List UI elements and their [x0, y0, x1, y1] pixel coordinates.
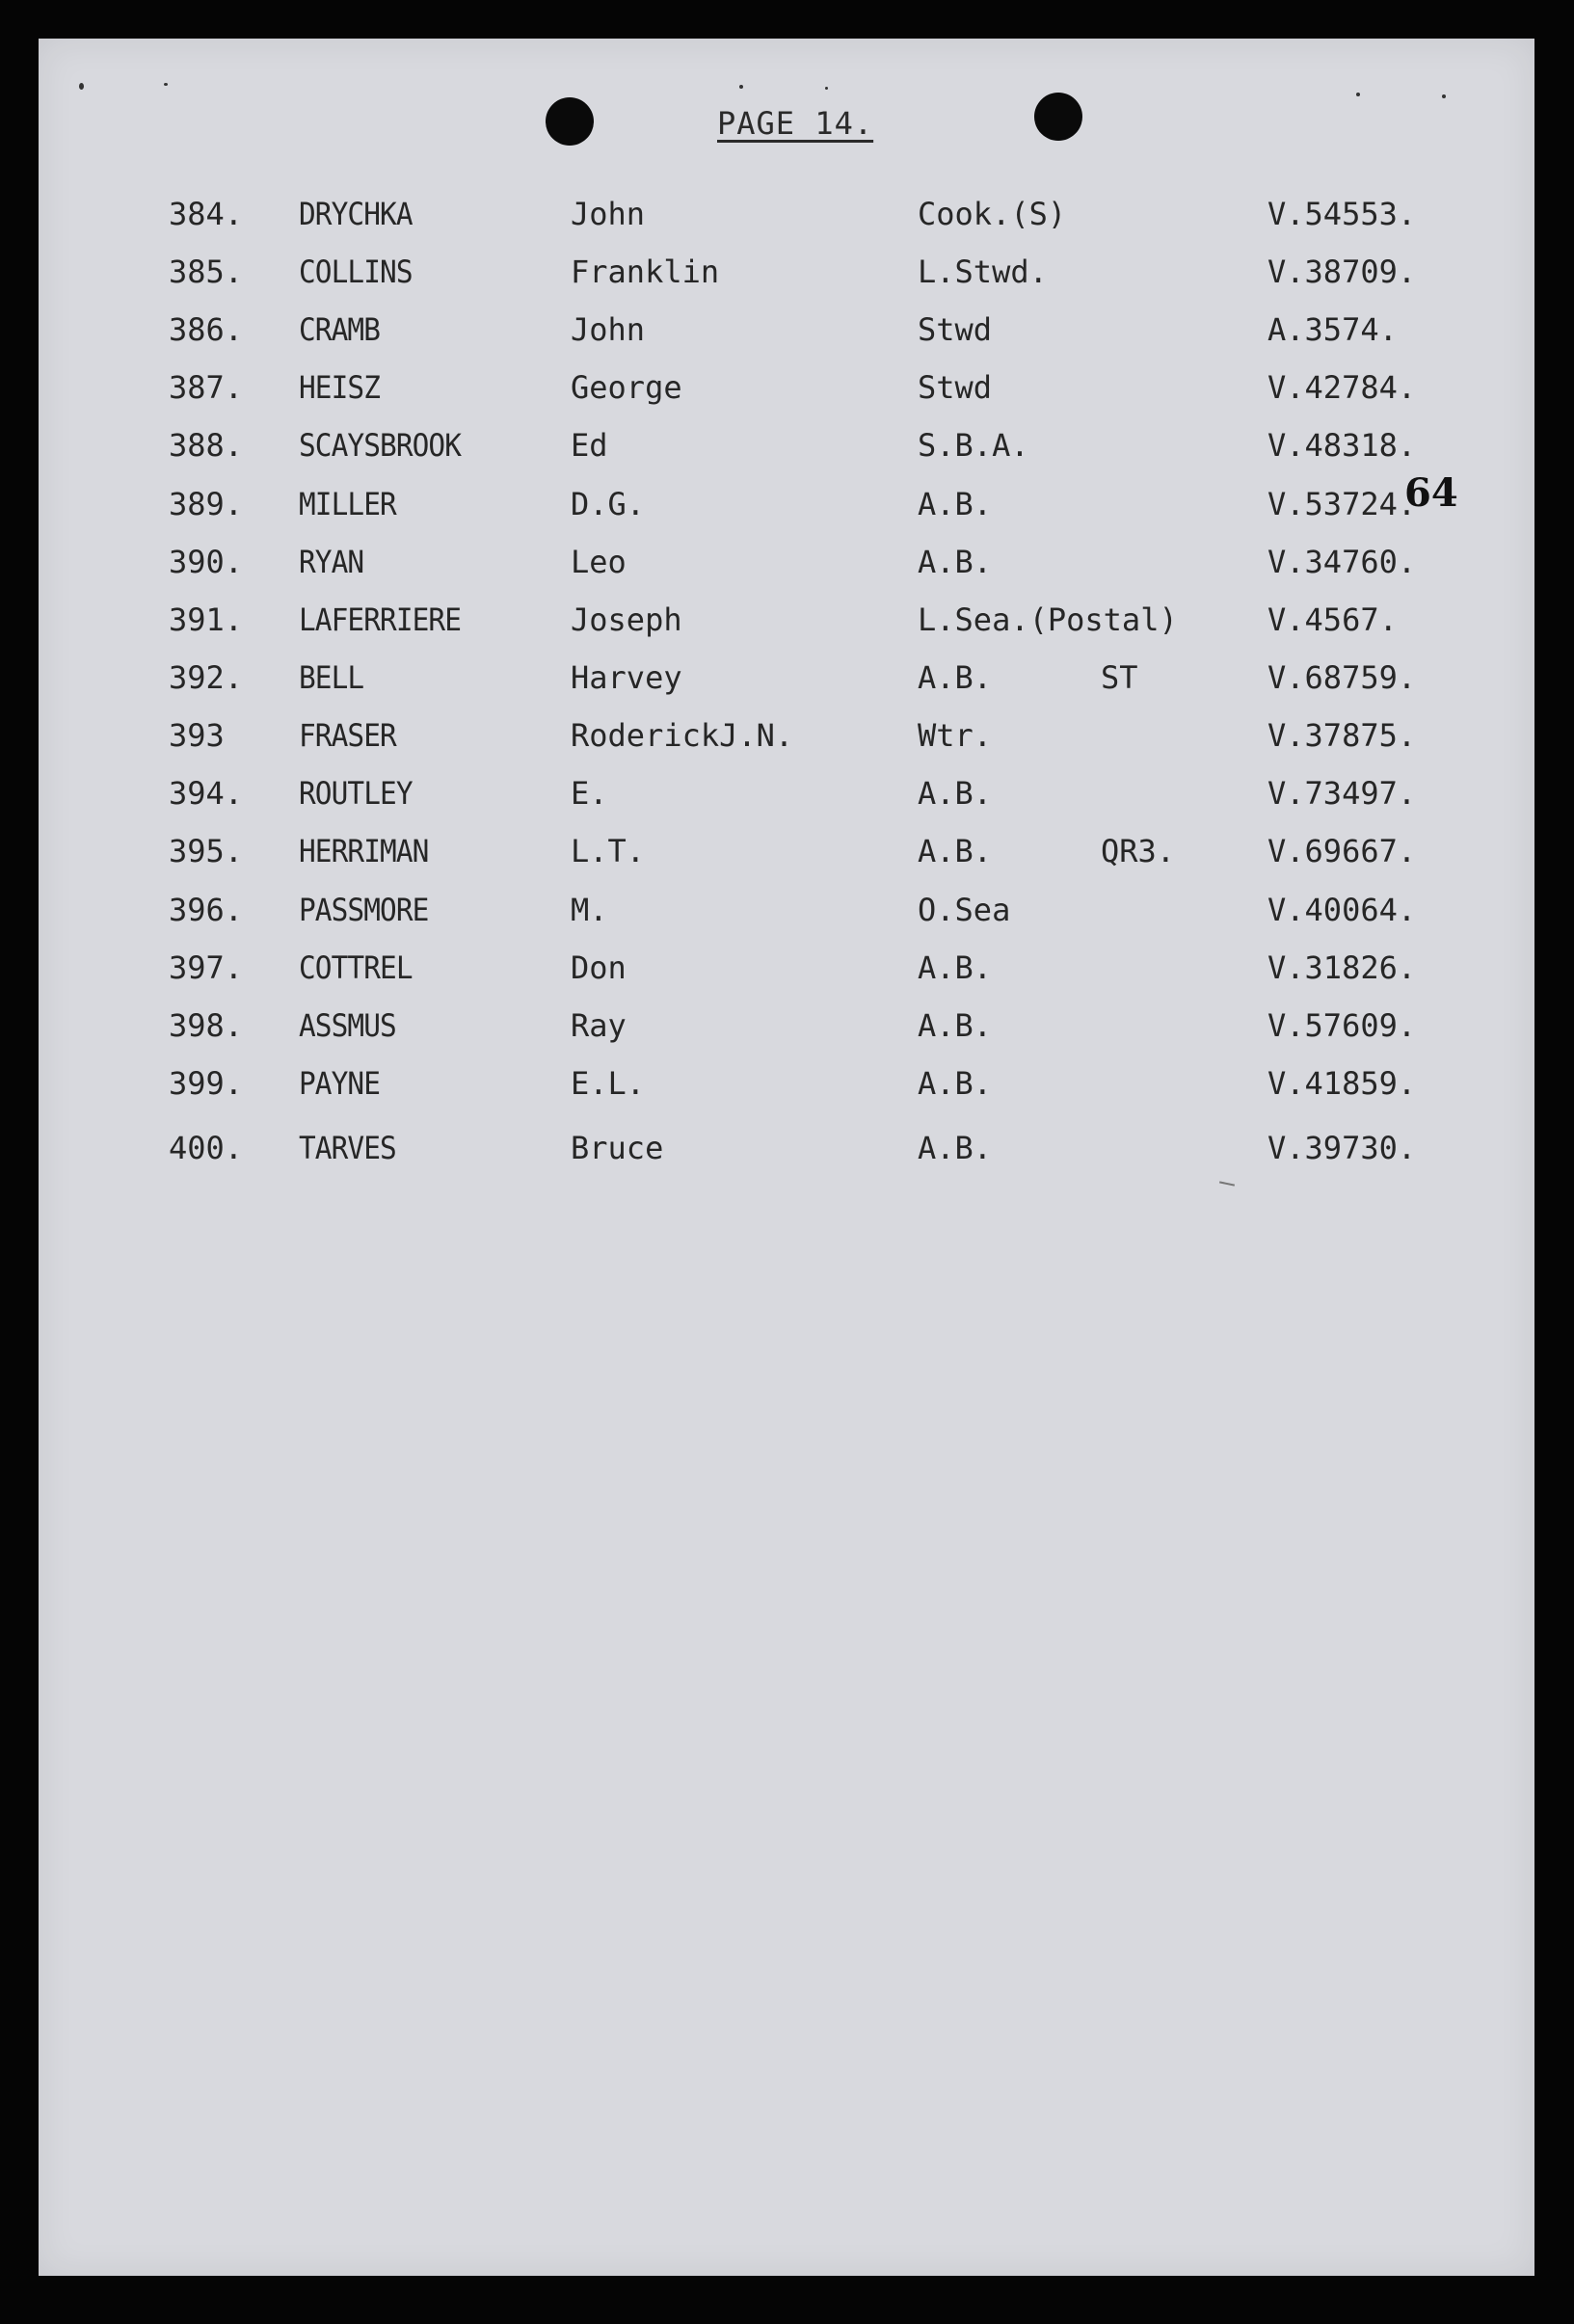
surname: HERRIMAN — [299, 833, 429, 869]
official-number: V.54553. — [1267, 196, 1417, 232]
entry-number: 397. — [169, 949, 244, 986]
surname: ROUTLEY — [299, 775, 413, 812]
entry-number: 394. — [169, 775, 244, 812]
table-row — [0, 311, 1574, 354]
surname: COTTREL — [299, 949, 413, 986]
official-number: V.39730. — [1267, 1130, 1417, 1166]
official-number: V.53724. — [1267, 486, 1417, 522]
entry-number: 398. — [169, 1007, 244, 1044]
given-name: D.G. — [571, 486, 646, 522]
entry-number: 387. — [169, 369, 244, 406]
entry-number: 400. — [169, 1130, 244, 1166]
rating: A.B. — [918, 659, 993, 696]
rating: A.B. — [918, 1130, 993, 1166]
rating: Wtr. — [918, 717, 993, 754]
table-row — [0, 659, 1574, 702]
table-row — [0, 486, 1574, 528]
ink-speck — [164, 83, 168, 86]
given-name: E. — [571, 775, 608, 812]
surname: DRYCHKA — [299, 196, 413, 232]
rating: Cook.(S) — [918, 196, 1067, 232]
ink-speck — [1442, 94, 1446, 98]
given-name: Don — [571, 949, 627, 986]
table-row — [0, 369, 1574, 412]
entry-number: 384. — [169, 196, 244, 232]
entry-number: 386. — [169, 311, 244, 348]
given-name: E.L. — [571, 1065, 646, 1102]
rating: A.B. — [918, 775, 993, 812]
table-row — [0, 254, 1574, 296]
page-heading: PAGE 14. — [717, 105, 874, 142]
rating: S.B.A. — [918, 427, 1029, 464]
table-row — [0, 717, 1574, 760]
rating: O.Sea — [918, 892, 1011, 928]
punch-hole-right — [1034, 93, 1082, 141]
surname: CRAMB — [299, 311, 381, 348]
given-name: Ray — [571, 1007, 627, 1044]
entry-number: 388. — [169, 427, 244, 464]
ink-speck — [739, 85, 743, 89]
surname: RYAN — [299, 544, 364, 580]
given-name: George — [571, 369, 682, 406]
official-number: V.68759. — [1267, 659, 1417, 696]
given-name: Leo — [571, 544, 627, 580]
ink-speck — [1356, 93, 1360, 96]
official-number: V.41859. — [1267, 1065, 1417, 1102]
table-row — [0, 775, 1574, 817]
entry-number: 391. — [169, 601, 244, 638]
table-row — [0, 1130, 1574, 1172]
given-name: L.T. — [571, 833, 646, 869]
surname: BELL — [299, 659, 364, 696]
surname: SCAYSBROOK — [299, 427, 462, 464]
entry-number: 399. — [169, 1065, 244, 1102]
given-name: John — [571, 196, 646, 232]
surname: MILLER — [299, 486, 396, 522]
rating: A.B. — [918, 949, 993, 986]
official-number: V.73497. — [1267, 775, 1417, 812]
entry-number: 396. — [169, 892, 244, 928]
rating: Stwd — [918, 369, 993, 406]
surname: COLLINS — [299, 254, 413, 290]
official-number: V.48318. — [1267, 427, 1417, 464]
entry-number: 393 — [169, 717, 225, 754]
table-row — [0, 1065, 1574, 1108]
official-number: V.57609. — [1267, 1007, 1417, 1044]
rating: Stwd — [918, 311, 993, 348]
given-name: Harvey — [571, 659, 682, 696]
rating: A.B. — [918, 833, 993, 869]
given-name: Bruce — [571, 1130, 664, 1166]
given-name: M. — [571, 892, 608, 928]
ink-speck — [79, 83, 84, 90]
surname: PASSMORE — [299, 892, 429, 928]
given-name: Joseph — [571, 601, 682, 638]
official-number: V.38709. — [1267, 254, 1417, 290]
table-row — [0, 892, 1574, 934]
rating: L.Stwd. — [918, 254, 1048, 290]
given-name: RoderickJ.N. — [571, 717, 794, 754]
entry-number: 390. — [169, 544, 244, 580]
folio-number: 64 — [1404, 470, 1458, 516]
rating: L.Sea.(Postal) — [918, 601, 1178, 638]
rating: A.B. — [918, 1007, 993, 1044]
official-number: V.37875. — [1267, 717, 1417, 754]
ink-speck — [825, 87, 828, 90]
official-number: V.42784. — [1267, 369, 1417, 406]
table-row — [0, 427, 1574, 469]
rating: A.B. — [918, 544, 993, 580]
given-name: Ed — [571, 427, 608, 464]
entry-number: 389. — [169, 486, 244, 522]
official-number: V.34760. — [1267, 544, 1417, 580]
rating: A.B. — [918, 486, 993, 522]
surname: PAYNE — [299, 1065, 381, 1102]
entry-number: 395. — [169, 833, 244, 869]
table-row — [0, 833, 1574, 875]
official-number: A.3574. — [1267, 311, 1398, 348]
surname: HEISZ — [299, 369, 381, 406]
surname: FRASER — [299, 717, 396, 754]
official-number: V.4567. — [1267, 601, 1398, 638]
table-row — [0, 196, 1574, 238]
table-row — [0, 1007, 1574, 1050]
table-row — [0, 601, 1574, 644]
given-name: John — [571, 311, 646, 348]
surname: LAFERRIERE — [299, 601, 462, 638]
table-row — [0, 949, 1574, 992]
entry-number: 385. — [169, 254, 244, 290]
qualification-note: ST — [1101, 659, 1138, 696]
surname: ASSMUS — [299, 1007, 396, 1044]
rating: A.B. — [918, 1065, 993, 1102]
official-number: V.69667. — [1267, 833, 1417, 869]
entry-number: 392. — [169, 659, 244, 696]
punch-hole-left — [546, 97, 594, 146]
table-row — [0, 544, 1574, 586]
surname: TARVES — [299, 1130, 396, 1166]
official-number: V.31826. — [1267, 949, 1417, 986]
given-name: Franklin — [571, 254, 720, 290]
official-number: V.40064. — [1267, 892, 1417, 928]
qualification-note: QR3. — [1101, 833, 1176, 869]
